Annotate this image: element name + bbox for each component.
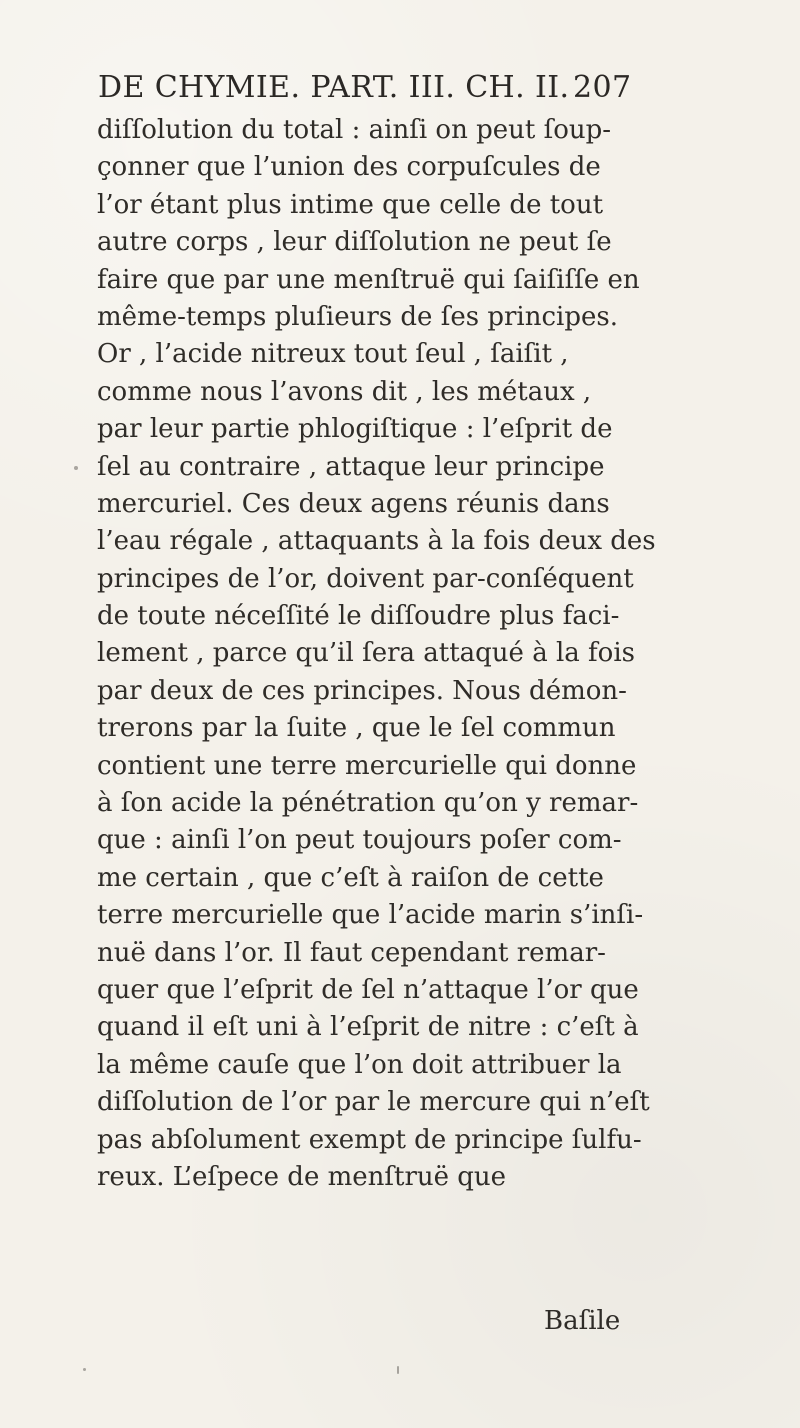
page-header-title: DE CHYMIE. PART. III. CH. II. xyxy=(98,70,570,105)
text-line: quand il eſt uni à l’eſprit de nitre : c’eſt à xyxy=(97,1012,639,1043)
catchword: Baſile xyxy=(544,1306,621,1336)
text-line: par leur partie phlogiſtique : l’eſprit de xyxy=(97,414,613,445)
text-line: nuë dans l’or. Il faut cependant remar- xyxy=(97,937,606,968)
text-line: de toute néceſſité le diſſoudre plus faci- xyxy=(97,601,620,632)
ink-speck xyxy=(83,1368,86,1371)
text-line: reux. L’eſpece de menſtruë que xyxy=(97,1161,507,1192)
text-line: quer que l’eſprit de ſel n’attaque l’or que xyxy=(97,974,639,1005)
ink-speck xyxy=(74,466,78,470)
text-line: faire que par une menſtruë qui ſaiſiſſe en xyxy=(97,264,640,295)
text-line: çonner que l’union des corpuſcules de xyxy=(97,152,601,183)
text-line: même-temps pluſieurs de ſes principes. xyxy=(97,301,618,332)
text-line: l’or étant plus intime que celle de tout xyxy=(97,189,604,220)
text-line: contient une terre mercurielle qui donne xyxy=(97,750,637,781)
text-line: comme nous l’avons dit , les métaux , xyxy=(97,376,592,407)
text-line: lement , parce qu’il ſera attaqué à la fois xyxy=(97,638,635,669)
text-line: autre corps , leur diſſolution ne peut ſe xyxy=(97,227,612,258)
body-text xyxy=(97,112,671,1196)
text-line: la même cauſe que l’on doit attribuer la xyxy=(97,1049,622,1080)
running-head xyxy=(98,70,678,110)
ink-speck xyxy=(397,1366,399,1374)
text-line: trerons par la ſuite , que le ſel commun xyxy=(97,713,616,744)
text-line: me certain , que c’eſt à raiſon de cette xyxy=(97,862,604,893)
page-number: 207 xyxy=(573,70,632,105)
text-line: Or , l’acide nitreux tout ſeul , ſaiſit , xyxy=(97,339,569,370)
text-line: terre mercurielle que l’acide marin s’inſi- xyxy=(97,900,644,931)
text-line: l’eau régale , attaquants à la fois deux des xyxy=(97,526,656,557)
text-line: ſel au contraire , attaque leur principe xyxy=(97,451,605,482)
text-line: à ſon acide la pénétration qu’on y remar- xyxy=(97,788,639,819)
text-line: principes de l’or, doivent par-conſéquent xyxy=(97,563,634,594)
text-line: diſſolution du total : ainſi on peut ſoup- xyxy=(97,115,612,145)
text-line: pas abſolument exempt de principe ſulfu- xyxy=(97,1124,642,1155)
text-line: que : ainſi l’on peut toujours poſer com- xyxy=(97,825,622,856)
text-line: diſſolution de l’or par le mercure qui n’eſt xyxy=(97,1087,650,1118)
text-line: par deux de ces principes. Nous démon- xyxy=(97,675,627,706)
text-line: mercuriel. Ces deux agens réunis dans xyxy=(97,488,610,519)
